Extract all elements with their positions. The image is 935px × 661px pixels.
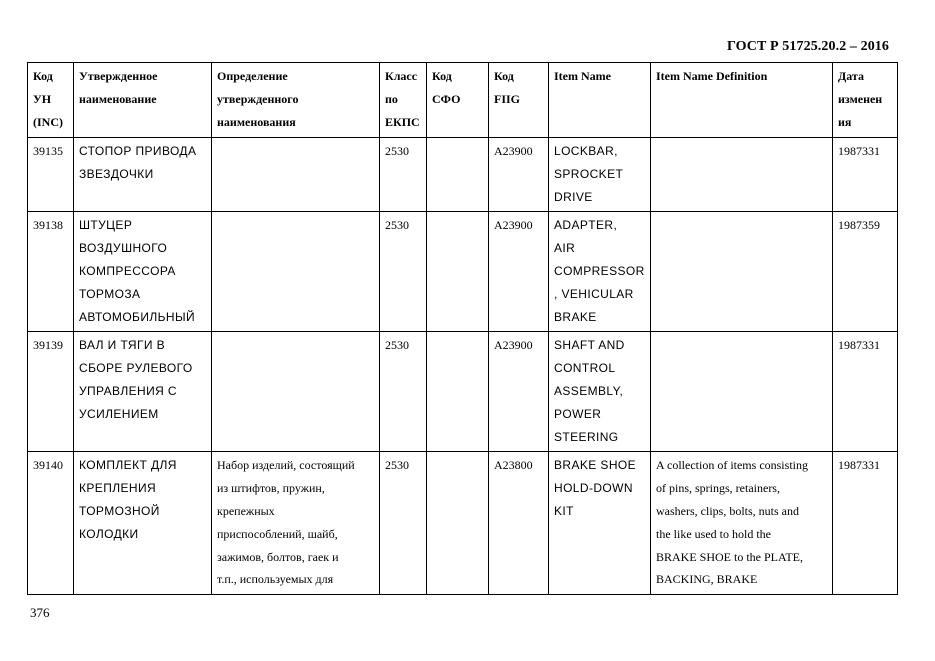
cell-name-definition bbox=[212, 138, 380, 212]
cell-class: 2530 bbox=[380, 332, 427, 452]
cell-name-definition: Набор изделий, состоящий из штифтов, пружин, крепежных приспособлений, шайб, зажимов, болтов, гаек и т.п., используемых для bbox=[212, 452, 380, 595]
cell-approved-name: КОМПЛЕКТ ДЛЯ КРЕПЛЕНИЯ ТОРМОЗНОЙ КОЛОДКИ bbox=[74, 452, 212, 595]
table-row bbox=[28, 212, 898, 332]
cell-inc: 39135 bbox=[28, 138, 74, 212]
cell-item-name: BRAKE SHOE HOLD-DOWN KIT bbox=[549, 452, 651, 595]
cell-date: 1987359 bbox=[833, 212, 898, 332]
cell-inc: 39139 bbox=[28, 332, 74, 452]
cell-item-name: ADAPTER, AIR COMPRESSOR , VEHICULAR BRAKE bbox=[549, 212, 651, 332]
col-header-sfo: Код СФО bbox=[427, 63, 489, 138]
cell-sfo bbox=[427, 452, 489, 595]
cell-inc: 39140 bbox=[28, 452, 74, 595]
cell-item-name-definition: A collection of items consisting of pins, springs, retainers, washers, clips, bolts, nuts and the like used to hold the BRAKE SHOE to the PLATE, BACKING, BRAKE bbox=[651, 452, 833, 595]
col-header-item-name-definition: Item Name Definition bbox=[651, 63, 833, 138]
document-header-standard: ГОСТ Р 51725.20.2 – 2016 bbox=[726, 39, 889, 54]
cell-inc: 39138 bbox=[28, 212, 74, 332]
cell-approved-name: СТОПОР ПРИВОДА ЗВЕЗДОЧКИ bbox=[74, 138, 212, 212]
cell-date: 1987331 bbox=[833, 138, 898, 212]
table-row bbox=[28, 138, 898, 212]
cell-date: 1987331 bbox=[833, 332, 898, 452]
col-header-date: Дата изменен ия bbox=[833, 63, 898, 138]
cell-approved-name: ВАЛ И ТЯГИ В СБОРЕ РУЛЕВОГО УПРАВЛЕНИЯ С УСИЛЕНИЕМ bbox=[74, 332, 212, 452]
col-header-fiig: Код FIIG bbox=[489, 63, 549, 138]
cell-fiig: A23800 bbox=[489, 452, 549, 595]
cell-name-definition bbox=[212, 212, 380, 332]
cell-item-name: LOCKBAR, SPROCKET DRIVE bbox=[549, 138, 651, 212]
cell-fiig: A23900 bbox=[489, 332, 549, 452]
cell-class: 2530 bbox=[380, 212, 427, 332]
table-row bbox=[28, 332, 898, 452]
cell-fiig: A23900 bbox=[489, 212, 549, 332]
col-header-class: Класс по ЕКПС bbox=[380, 63, 427, 138]
cell-sfo bbox=[427, 138, 489, 212]
col-header-approved-name: Утвержденное наименование bbox=[74, 63, 212, 138]
page-number: 376 bbox=[30, 605, 50, 620]
cell-sfo bbox=[427, 212, 489, 332]
cell-approved-name: ШТУЦЕР ВОЗДУШНОГО КОМПРЕССОРА ТОРМОЗА АВТОМОБИЛЬНЫЙ bbox=[74, 212, 212, 332]
table-header-row bbox=[28, 63, 898, 138]
cell-name-definition bbox=[212, 332, 380, 452]
col-header-inc: Код УН (INC) bbox=[28, 63, 74, 138]
cell-date: 1987331 bbox=[833, 452, 898, 595]
col-header-name-definition: Определение утвержденного наименования bbox=[212, 63, 380, 138]
col-header-item-name: Item Name bbox=[549, 63, 651, 138]
cell-item-name-definition bbox=[651, 212, 833, 332]
catalog-table bbox=[27, 62, 898, 595]
cell-item-name: SHAFT AND CONTROL ASSEMBLY, POWER STEERING bbox=[549, 332, 651, 452]
cell-item-name-definition bbox=[651, 138, 833, 212]
cell-sfo bbox=[427, 332, 489, 452]
cell-fiig: A23900 bbox=[489, 138, 549, 212]
cell-class: 2530 bbox=[380, 138, 427, 212]
cell-class: 2530 bbox=[380, 452, 427, 595]
table-row bbox=[28, 452, 898, 595]
cell-item-name-definition bbox=[651, 332, 833, 452]
